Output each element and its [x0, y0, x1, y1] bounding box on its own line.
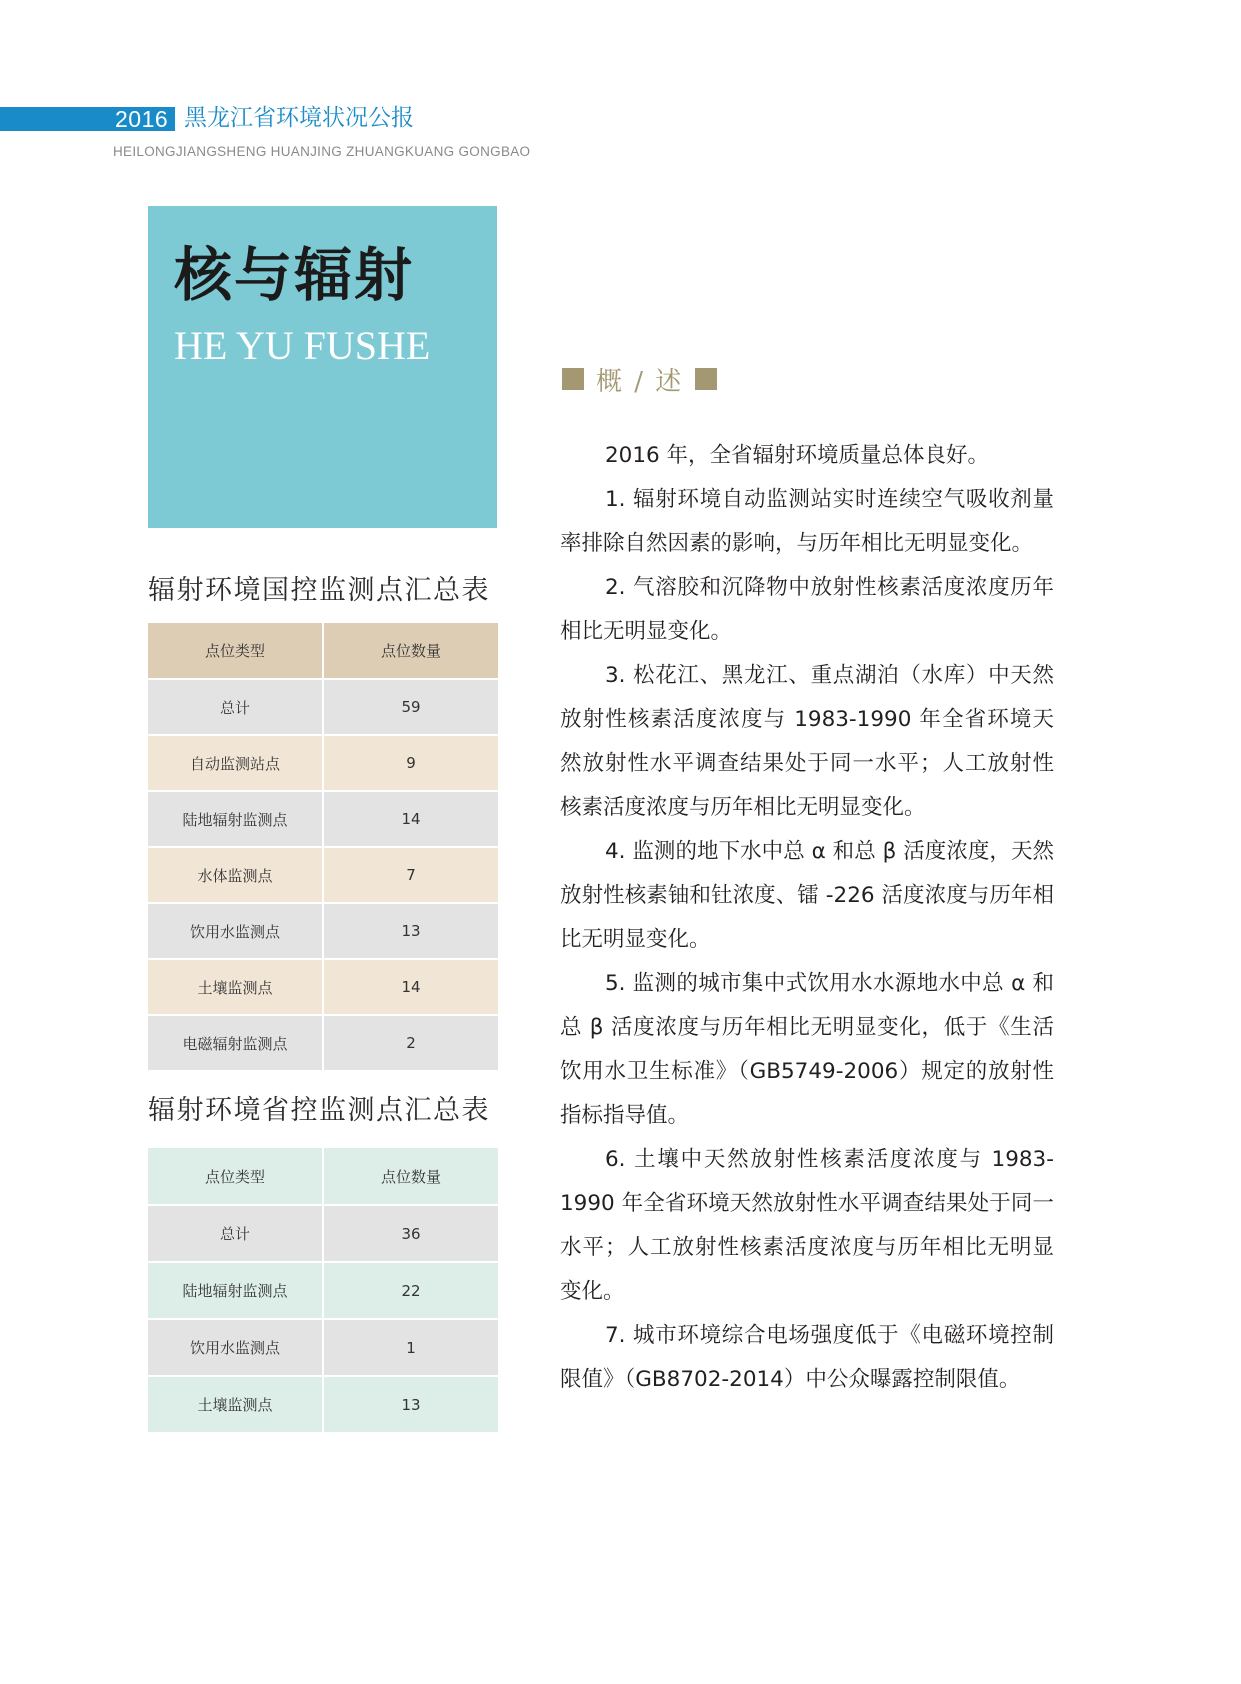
heading-square-left	[562, 368, 584, 390]
cell-count: 13	[323, 903, 498, 959]
cell-type: 土壤监测点	[148, 1376, 323, 1433]
cell-count: 13	[323, 1376, 498, 1433]
cell-type: 总计	[148, 1205, 323, 1262]
overview-paragraph: 7. 城市环境综合电场强度低于《电磁环境控制限值》（GB8702-2014）中公众曝露控制限值。	[560, 1323, 1054, 1392]
table-header-row	[148, 623, 498, 679]
cell-count: 14	[323, 791, 498, 847]
table-row	[148, 1319, 498, 1376]
cell-type: 自动监测站点	[148, 735, 323, 791]
cell-count: 14	[323, 959, 498, 1015]
chapter-title-box	[148, 206, 497, 528]
overview-heading-label: 概 / 述	[596, 366, 684, 397]
overview-paragraph: 2. 气溶胶和沉降物中放射性核素活度浓度历年相比无明显变化。	[560, 575, 1054, 644]
cell-count: 1	[323, 1319, 498, 1376]
table1-title: 辐射环境国控监测点汇总表	[148, 575, 490, 606]
table-row	[148, 1205, 498, 1262]
table-header-row	[148, 1148, 498, 1205]
column-header-type: 点位类型	[148, 623, 323, 679]
heading-square-right	[695, 368, 717, 390]
cell-type: 水体监测点	[148, 847, 323, 903]
table2-title: 辐射环境省控监测点汇总表	[148, 1095, 490, 1126]
cell-count: 7	[323, 847, 498, 903]
column-header-count: 点位数量	[323, 1148, 498, 1205]
overview-paragraph: 6. 土壤中天然放射性核素活度浓度与 1983-1990 年全省环境天然放射性水平调查结果处于同一水平；人工放射性核素活度浓度与历年相比无明显变化。	[560, 1147, 1054, 1304]
table-row	[148, 1015, 498, 1071]
table-row	[148, 1262, 498, 1319]
cell-type: 陆地辐射监测点	[148, 1262, 323, 1319]
table-row	[148, 791, 498, 847]
column-header-count: 点位数量	[323, 623, 498, 679]
cell-count: 22	[323, 1262, 498, 1319]
table-row	[148, 959, 498, 1015]
cell-type: 陆地辐射监测点	[148, 791, 323, 847]
cell-count: 59	[323, 679, 498, 735]
overview-body	[560, 434, 1054, 1402]
table-row	[148, 1376, 498, 1433]
cell-type: 饮用水监测点	[148, 1319, 323, 1376]
overview-paragraph: 4. 监测的地下水中总 α 和总 β 活度浓度，天然放射性核素铀和钍浓度、镭 -226 活度浓度与历年相比无明显变化。	[560, 839, 1054, 952]
table-row	[148, 903, 498, 959]
chapter-title-en: HE YU FUSHE	[174, 323, 431, 368]
overview-paragraph: 1. 辐射环境自动监测站实时连续空气吸收剂量率排除自然因素的影响，与历年相比无明显变化。	[560, 487, 1054, 556]
chapter-title-cn: 核与辐射	[174, 241, 415, 309]
header-title: 黑龙江省环境状况公报	[184, 105, 414, 131]
cell-type: 土壤监测点	[148, 959, 323, 1015]
header-year: 2016	[115, 106, 169, 132]
table-row	[148, 679, 498, 735]
overview-paragraph: 2016 年，全省辐射环境质量总体良好。	[605, 443, 990, 468]
cell-type: 电磁辐射监测点	[148, 1015, 323, 1071]
header-pinyin: HEILONGJIANGSHENG HUANJING ZHUANGKUANG GONGBAO	[113, 144, 531, 159]
cell-count: 9	[323, 735, 498, 791]
cell-count: 2	[323, 1015, 498, 1071]
table-row	[148, 847, 498, 903]
national-monitoring-table	[148, 623, 498, 1072]
cell-count: 36	[323, 1205, 498, 1262]
column-header-type: 点位类型	[148, 1148, 323, 1205]
overview-paragraph: 3. 松花江、黑龙江、重点湖泊（水库）中天然放射性核素活度浓度与 1983-1990 年全省环境天然放射性水平调查结果处于同一水平；人工放射性核素活度浓度与历年相比无明显变化。	[560, 663, 1054, 820]
overview-heading	[562, 363, 717, 395]
cell-type: 总计	[148, 679, 323, 735]
cell-type: 饮用水监测点	[148, 903, 323, 959]
table-row	[148, 735, 498, 791]
provincial-monitoring-table	[148, 1148, 498, 1434]
overview-paragraph: 5. 监测的城市集中式饮用水水源地水中总 α 和总 β 活度浓度与历年相比无明显变化，低于《生活饮用水卫生标准》（GB5749-2006）规定的放射性指标指导值。	[560, 971, 1054, 1128]
